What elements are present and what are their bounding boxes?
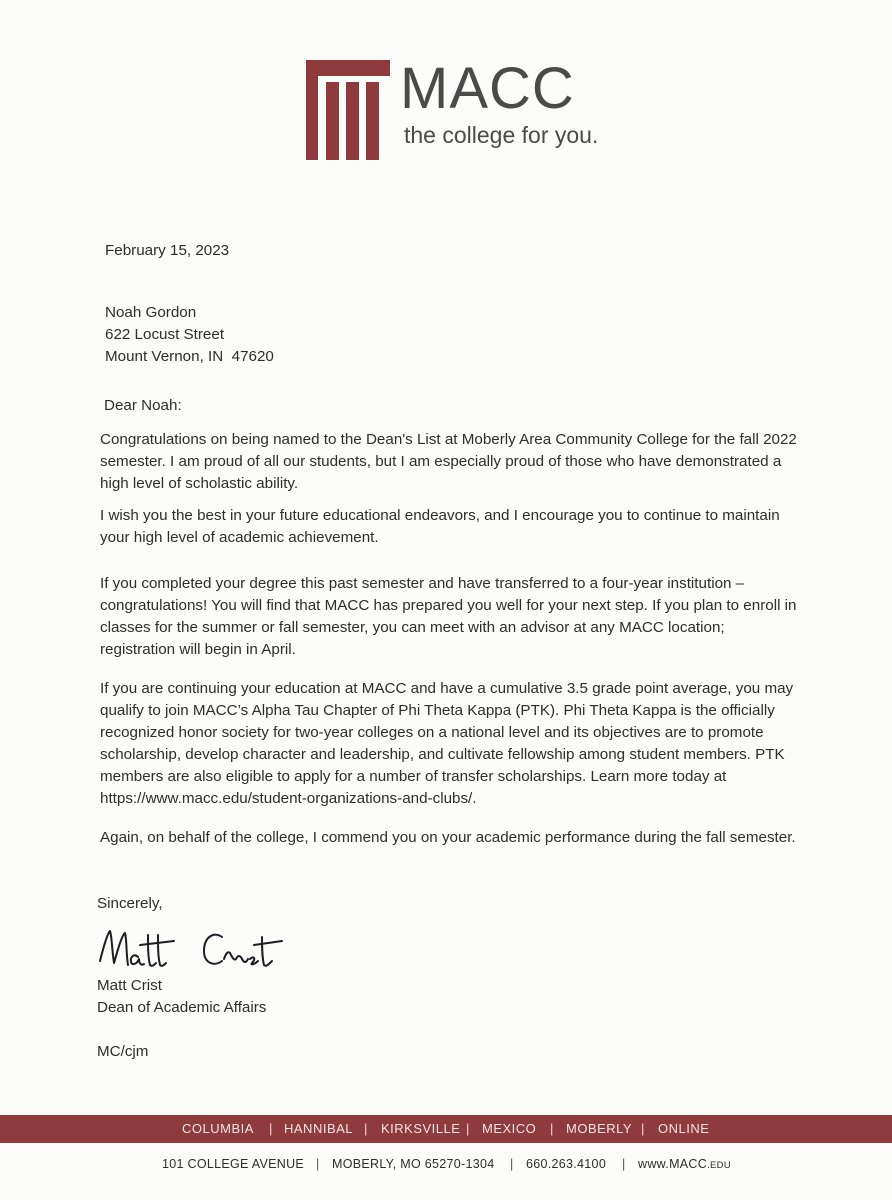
footer-locations-band xyxy=(0,1115,892,1143)
footer-separator: | xyxy=(269,1121,273,1136)
paragraph-deans-list: Congratulations on being named to the Dean's List at Moberly Area Community College for the fall 2022 semester. I am proud of all our students, but I am especially proud of those who have demonstrated a high level of scholastic ability. xyxy=(100,431,797,492)
footer-address: 101 COLLEGE AVENUE xyxy=(162,1157,305,1171)
footer-location: HANNIBAL xyxy=(284,1121,354,1136)
signer-name: Matt Crist xyxy=(97,977,162,994)
footer-contact-line xyxy=(0,1152,892,1176)
reference-initials: MC/cjm xyxy=(97,1043,149,1060)
logo-tagline: the college for you. xyxy=(404,122,599,148)
closing: Sincerely, xyxy=(97,895,163,912)
footer-location: COLUMBIA xyxy=(182,1121,254,1136)
paragraph-best-wishes: I wish you the best in your future educational endeavors, and I encourage you to continue to maintain your high level of academic achievement. xyxy=(100,507,780,546)
footer-location: ONLINE xyxy=(658,1121,710,1136)
logo-name: MACC xyxy=(400,56,575,121)
footer-location: MEXICO xyxy=(482,1121,537,1136)
macc-pillars-logo-icon xyxy=(306,56,390,164)
salutation: Dear Noah: xyxy=(104,397,182,414)
footer-website-suffix: .EDU xyxy=(707,1160,731,1171)
paragraph-commendation: Again, on behalf of the college, I commend you on your academic performance during the fall semester. xyxy=(100,829,796,846)
recipient-address xyxy=(105,302,274,368)
handwritten-signature xyxy=(94,915,294,977)
signer-title: Dean of Academic Affairs xyxy=(97,999,267,1016)
footer-phone: 660.263.4100 xyxy=(526,1157,607,1171)
paragraph-ptk: If you are continuing your education at MACC and have a cumulative 3.5 grade point average, you may qualify to join MACC’s Alpha Tau Chapter of Phi Theta Kappa (PTK). Phi Theta Kappa is the officially recognized honor society for two-year colleges on a national level and its objectives are to promote scholarship, develop character and leadership, and cultivate fellowship among student members. PTK members are also eligible to apply for a number of transfer scholarships. Learn more today at https://www.macc.edu/student-organizations-and-clubs/. xyxy=(100,680,794,807)
footer-city: MOBERLY, MO 65270-1304 xyxy=(332,1157,495,1171)
footer-website-main: www.MACC xyxy=(638,1157,708,1171)
paragraph-transfer: If you completed your degree this past semester and have transferred to a four-year institution – congratulations! You will find that MACC has prepared you well for your next step. If you plan to enroll in classes for the summer or fall semester, you can meet with an advisor at any MACC location; registration will begin in April. xyxy=(100,575,797,658)
recipient-name: Noah Gordon xyxy=(105,304,197,321)
footer-separator: | xyxy=(316,1157,320,1171)
footer-separator: | xyxy=(466,1121,470,1136)
letter-date: February 15, 2023 xyxy=(105,242,230,259)
footer-location: MOBERLY xyxy=(566,1121,633,1136)
footer-separator: | xyxy=(550,1121,554,1136)
recipient-city: Mount Vernon, IN 47620 xyxy=(105,348,274,365)
footer-separator: | xyxy=(364,1121,368,1136)
footer-website xyxy=(638,1152,731,1178)
footer-separator: | xyxy=(622,1157,626,1171)
footer-location: KIRKSVILLE xyxy=(381,1121,461,1136)
footer-separator: | xyxy=(510,1157,514,1171)
footer-separator: | xyxy=(641,1121,645,1136)
recipient-street: 622 Locust Street xyxy=(105,326,225,343)
macc-logo xyxy=(300,52,600,172)
